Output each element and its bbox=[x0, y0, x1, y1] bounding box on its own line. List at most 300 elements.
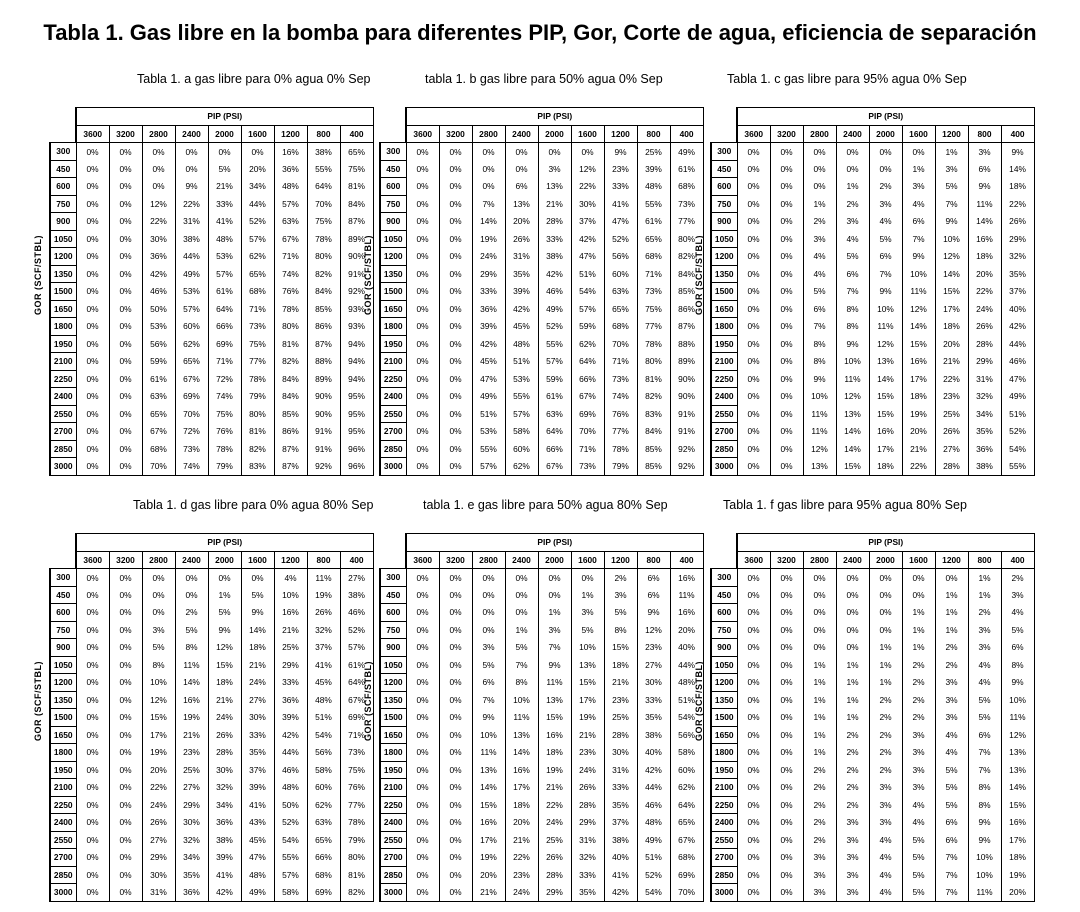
gas-percent-cell: 1% bbox=[935, 586, 968, 604]
gas-percent-cell: 3% bbox=[902, 744, 935, 762]
gas-percent-cell: 0% bbox=[770, 639, 803, 657]
gor-value-cell: 1050 bbox=[50, 230, 76, 248]
gas-percent-cell: 9% bbox=[935, 213, 968, 231]
gas-percent-cell: 21% bbox=[604, 674, 637, 692]
gas-percent-cell: 2% bbox=[836, 761, 869, 779]
gas-percent-cell: 47% bbox=[472, 370, 505, 388]
gas-percent-cell: 19% bbox=[538, 761, 571, 779]
gas-percent-cell: 0% bbox=[770, 849, 803, 867]
gas-percent-cell: 33% bbox=[538, 230, 571, 248]
table-row bbox=[380, 779, 703, 797]
pip-value-header: 2800 bbox=[472, 551, 505, 569]
gas-percent-cell: 0% bbox=[538, 586, 571, 604]
gor-value-cell: 1050 bbox=[50, 656, 76, 674]
gas-percent-cell: 3% bbox=[902, 779, 935, 797]
gas-percent-cell: 5% bbox=[968, 691, 1001, 709]
gas-percent-cell: 1% bbox=[836, 674, 869, 692]
pip-values-row bbox=[50, 551, 373, 569]
gas-percent-cell: 48% bbox=[307, 691, 340, 709]
gas-percent-cell: 21% bbox=[208, 178, 241, 196]
table-row bbox=[380, 300, 703, 318]
gas-percent-cell: 63% bbox=[142, 388, 175, 406]
gas-percent-cell: 50% bbox=[274, 796, 307, 814]
gas-percent-cell: 23% bbox=[175, 744, 208, 762]
table-row bbox=[50, 458, 373, 476]
gas-percent-cell: 36% bbox=[175, 884, 208, 902]
gor-value-cell: 1800 bbox=[50, 744, 76, 762]
gas-percent-cell: 12% bbox=[803, 440, 836, 458]
table-row bbox=[711, 621, 1034, 639]
gas-percent-cell: 42% bbox=[538, 265, 571, 283]
gas-percent-cell: 1% bbox=[935, 621, 968, 639]
gas-percent-cell: 59% bbox=[142, 353, 175, 371]
gas-percent-cell: 11% bbox=[902, 283, 935, 301]
gas-percent-cell: 0% bbox=[76, 884, 109, 902]
gas-percent-cell: 0% bbox=[439, 726, 472, 744]
gas-percent-cell: 66% bbox=[538, 440, 571, 458]
gas-percent-cell: 0% bbox=[737, 656, 770, 674]
table-row bbox=[711, 569, 1034, 587]
gas-percent-cell: 0% bbox=[737, 621, 770, 639]
table-row bbox=[711, 814, 1034, 832]
gas-percent-cell: 42% bbox=[571, 230, 604, 248]
gas-percent-cell: 0% bbox=[109, 656, 142, 674]
gas-percent-cell: 22% bbox=[142, 779, 175, 797]
gor-value-cell: 300 bbox=[50, 569, 76, 587]
gas-percent-cell: 95% bbox=[340, 405, 373, 423]
gas-percent-cell: 8% bbox=[175, 639, 208, 657]
pip-value-header: 1200 bbox=[274, 125, 307, 143]
gas-percent-cell: 0% bbox=[109, 849, 142, 867]
gas-percent-cell: 0% bbox=[109, 353, 142, 371]
gas-percent-cell: 57% bbox=[208, 265, 241, 283]
gas-percent-cell: 25% bbox=[604, 709, 637, 727]
gas-percent-cell: 87% bbox=[274, 440, 307, 458]
gas-percent-cell: 0% bbox=[737, 744, 770, 762]
gas-percent-cell: 0% bbox=[439, 691, 472, 709]
gas-percent-cell: 26% bbox=[538, 849, 571, 867]
gas-percent-cell: 21% bbox=[571, 726, 604, 744]
gas-percent-cell: 20% bbox=[505, 213, 538, 231]
table-row bbox=[50, 388, 373, 406]
gas-percent-cell: 40% bbox=[604, 849, 637, 867]
gas-percent-cell: 74% bbox=[175, 458, 208, 476]
gor-value-cell: 3000 bbox=[711, 884, 737, 902]
pip-header: PIP (PSI) bbox=[76, 108, 373, 126]
gas-percent-cell: 0% bbox=[737, 674, 770, 692]
gas-percent-cell: 29% bbox=[968, 353, 1001, 371]
gas-percent-cell: 0% bbox=[439, 265, 472, 283]
gas-percent-cell: 21% bbox=[935, 353, 968, 371]
table-row bbox=[711, 831, 1034, 849]
gas-percent-cell: 7% bbox=[935, 884, 968, 902]
gas-percent-cell: 16% bbox=[175, 691, 208, 709]
gas-percent-cell: 65% bbox=[241, 265, 274, 283]
gas-percent-cell: 25% bbox=[935, 405, 968, 423]
gas-percent-cell: 0% bbox=[472, 569, 505, 587]
gas-percent-cell: 0% bbox=[109, 370, 142, 388]
gas-percent-cell: 32% bbox=[307, 621, 340, 639]
pip-value-header: 1600 bbox=[571, 551, 604, 569]
gas-percent-cell: 59% bbox=[571, 318, 604, 336]
gas-percent-cell: 0% bbox=[109, 195, 142, 213]
gor-axis-label bbox=[688, 107, 710, 443]
gas-percent-cell: 4% bbox=[803, 265, 836, 283]
gas-percent-cell: 42% bbox=[1001, 318, 1034, 336]
gas-percent-cell: 15% bbox=[538, 709, 571, 727]
gas-percent-cell: 0% bbox=[770, 569, 803, 587]
gas-percent-cell: 28% bbox=[604, 726, 637, 744]
gas-percent-cell: 42% bbox=[142, 265, 175, 283]
gas-percent-cell: 0% bbox=[836, 586, 869, 604]
pip-value-header: 1600 bbox=[902, 551, 935, 569]
gas-percent-cell: 5% bbox=[968, 709, 1001, 727]
gas-percent-cell: 5% bbox=[175, 621, 208, 639]
table-row bbox=[50, 726, 373, 744]
corner-cell bbox=[50, 125, 76, 143]
gas-percent-cell: 2% bbox=[869, 178, 902, 196]
gas-percent-cell: 49% bbox=[472, 388, 505, 406]
gas-percent-cell: 12% bbox=[1001, 726, 1034, 744]
table-row bbox=[50, 265, 373, 283]
gas-percent-cell: 0% bbox=[770, 440, 803, 458]
gas-percent-cell: 49% bbox=[538, 300, 571, 318]
gas-percent-cell: 10% bbox=[836, 353, 869, 371]
gas-percent-cell: 8% bbox=[1001, 656, 1034, 674]
gas-percent-cell: 0% bbox=[737, 831, 770, 849]
gas-percent-cell: 24% bbox=[571, 761, 604, 779]
gas-percent-cell: 16% bbox=[902, 353, 935, 371]
gas-percent-cell: 2% bbox=[935, 656, 968, 674]
gas-percent-cell: 26% bbox=[968, 318, 1001, 336]
gas-percent-cell: 22% bbox=[505, 849, 538, 867]
gas-percent-cell: 96% bbox=[340, 440, 373, 458]
pip-value-header: 3600 bbox=[76, 551, 109, 569]
gas-percent-cell: 7% bbox=[935, 866, 968, 884]
gas-percent-cell: 14% bbox=[836, 423, 869, 441]
gas-percent-cell: 11% bbox=[869, 318, 902, 336]
gas-percent-cell: 2% bbox=[869, 726, 902, 744]
gas-percent-cell: 51% bbox=[637, 849, 670, 867]
gas-percent-cell: 18% bbox=[505, 796, 538, 814]
gas-percent-cell: 3% bbox=[472, 639, 505, 657]
gas-percent-cell: 19% bbox=[472, 230, 505, 248]
table-row bbox=[711, 691, 1034, 709]
gas-percent-cell: 21% bbox=[505, 831, 538, 849]
gas-percent-cell: 82% bbox=[307, 265, 340, 283]
gor-value-cell: 2400 bbox=[711, 814, 737, 832]
gas-percent-cell: 0% bbox=[406, 458, 439, 476]
gas-percent-cell: 3% bbox=[935, 160, 968, 178]
gas-percent-cell: 11% bbox=[836, 370, 869, 388]
gas-percent-cell: 52% bbox=[274, 814, 307, 832]
gas-percent-cell: 36% bbox=[968, 440, 1001, 458]
gas-percent-cell: 0% bbox=[803, 604, 836, 622]
gas-percent-cell: 28% bbox=[935, 458, 968, 476]
gas-percent-cell: 47% bbox=[571, 248, 604, 266]
gas-percent-cell: 0% bbox=[406, 674, 439, 692]
gas-percent-cell: 54% bbox=[571, 283, 604, 301]
gas-percent-cell: 0% bbox=[406, 353, 439, 371]
table-row bbox=[380, 318, 703, 336]
corner-cell bbox=[50, 108, 76, 126]
gas-percent-cell: 0% bbox=[538, 143, 571, 161]
gor-value-cell: 2550 bbox=[380, 405, 406, 423]
gas-percent-cell: 63% bbox=[538, 405, 571, 423]
gor-value-cell: 2250 bbox=[380, 370, 406, 388]
pip-value-header: 2800 bbox=[472, 125, 505, 143]
gas-percent-cell: 0% bbox=[803, 143, 836, 161]
gas-percent-cell: 57% bbox=[538, 353, 571, 371]
gas-percent-cell: 6% bbox=[935, 831, 968, 849]
gas-percent-cell: 62% bbox=[670, 779, 703, 797]
gas-percent-cell: 1% bbox=[803, 726, 836, 744]
gas-percent-cell: 7% bbox=[902, 230, 935, 248]
gas-percent-cell: 16% bbox=[274, 143, 307, 161]
gas-percent-cell: 0% bbox=[902, 569, 935, 587]
gor-value-cell: 900 bbox=[711, 213, 737, 231]
gas-percent-cell: 8% bbox=[803, 335, 836, 353]
gas-percent-cell: 27% bbox=[241, 691, 274, 709]
gas-percent-cell: 3% bbox=[803, 866, 836, 884]
gas-percent-cell: 36% bbox=[274, 160, 307, 178]
gas-percent-cell: 1% bbox=[505, 621, 538, 639]
table-row bbox=[50, 300, 373, 318]
gas-percent-cell: 0% bbox=[109, 866, 142, 884]
gas-percent-cell: 0% bbox=[770, 884, 803, 902]
gas-percent-cell: 91% bbox=[670, 405, 703, 423]
gas-percent-cell: 7% bbox=[869, 265, 902, 283]
gas-percent-cell: 0% bbox=[175, 586, 208, 604]
gor-value-cell: 1050 bbox=[380, 656, 406, 674]
gas-percent-cell: 77% bbox=[241, 353, 274, 371]
gas-percent-cell: 10% bbox=[1001, 691, 1034, 709]
gas-percent-cell: 3% bbox=[836, 866, 869, 884]
gas-percent-cell: 0% bbox=[803, 639, 836, 657]
gas-percent-cell: 5% bbox=[241, 586, 274, 604]
gas-percent-cell: 0% bbox=[109, 265, 142, 283]
gas-percent-cell: 11% bbox=[803, 423, 836, 441]
gas-percent-cell: 0% bbox=[439, 779, 472, 797]
table-row bbox=[380, 458, 703, 476]
gas-percent-cell: 25% bbox=[637, 143, 670, 161]
gas-table bbox=[49, 533, 374, 902]
gor-value-cell: 1800 bbox=[380, 318, 406, 336]
gas-percent-cell: 42% bbox=[472, 335, 505, 353]
gor-value-cell: 450 bbox=[711, 586, 737, 604]
gor-value-cell: 900 bbox=[711, 639, 737, 657]
table-row bbox=[711, 726, 1034, 744]
table-row bbox=[380, 866, 703, 884]
gas-percent-cell: 0% bbox=[406, 779, 439, 797]
table-row bbox=[380, 761, 703, 779]
pip-value-header: 3600 bbox=[406, 551, 439, 569]
gas-percent-cell: 26% bbox=[208, 726, 241, 744]
gor-value-cell: 2100 bbox=[380, 779, 406, 797]
gas-percent-cell: 16% bbox=[670, 604, 703, 622]
table-row bbox=[50, 796, 373, 814]
gas-percent-cell: 0% bbox=[142, 604, 175, 622]
table-row bbox=[380, 639, 703, 657]
gor-value-cell: 450 bbox=[50, 586, 76, 604]
gas-percent-cell: 94% bbox=[340, 370, 373, 388]
gas-percent-cell: 2% bbox=[836, 726, 869, 744]
gas-percent-cell: 49% bbox=[175, 265, 208, 283]
pip-value-header: 800 bbox=[307, 551, 340, 569]
gas-percent-cell: 41% bbox=[208, 866, 241, 884]
gas-percent-cell: 8% bbox=[836, 318, 869, 336]
gas-percent-cell: 0% bbox=[76, 318, 109, 336]
gas-percent-cell: 10% bbox=[968, 866, 1001, 884]
gas-percent-cell: 5% bbox=[869, 230, 902, 248]
gas-percent-cell: 0% bbox=[770, 160, 803, 178]
gas-percent-cell: 18% bbox=[604, 656, 637, 674]
pip-value-header: 400 bbox=[340, 125, 373, 143]
gas-percent-cell: 2% bbox=[836, 744, 869, 762]
gas-percent-cell: 90% bbox=[340, 248, 373, 266]
pip-value-header: 1600 bbox=[241, 125, 274, 143]
gas-percent-cell: 0% bbox=[406, 405, 439, 423]
gas-percent-cell: 1% bbox=[902, 604, 935, 622]
table-row bbox=[711, 674, 1034, 692]
gas-percent-cell: 3% bbox=[836, 849, 869, 867]
gor-value-cell: 2250 bbox=[50, 796, 76, 814]
gas-percent-cell: 4% bbox=[902, 195, 935, 213]
gas-percent-cell: 0% bbox=[76, 796, 109, 814]
gas-percent-cell: 30% bbox=[142, 230, 175, 248]
gas-percent-cell: 0% bbox=[76, 388, 109, 406]
gas-percent-cell: 0% bbox=[109, 726, 142, 744]
gas-percent-cell: 29% bbox=[274, 656, 307, 674]
gas-percent-cell: 6% bbox=[836, 265, 869, 283]
gas-percent-cell: 17% bbox=[869, 440, 902, 458]
table-row bbox=[380, 691, 703, 709]
gas-percent-cell: 0% bbox=[241, 569, 274, 587]
gas-percent-cell: 42% bbox=[604, 884, 637, 902]
table-row bbox=[711, 335, 1034, 353]
pip-value-header: 3200 bbox=[109, 125, 142, 143]
gas-percent-cell: 4% bbox=[869, 849, 902, 867]
pip-values-row bbox=[711, 551, 1034, 569]
gas-percent-cell: 19% bbox=[571, 709, 604, 727]
gas-percent-cell: 0% bbox=[406, 621, 439, 639]
gas-percent-cell: 2% bbox=[803, 779, 836, 797]
gas-percent-cell: 60% bbox=[670, 761, 703, 779]
gas-percent-cell: 45% bbox=[241, 831, 274, 849]
gas-percent-cell: 9% bbox=[803, 370, 836, 388]
gas-percent-cell: 71% bbox=[571, 440, 604, 458]
gor-value-cell: 1350 bbox=[50, 265, 76, 283]
gas-percent-cell: 3% bbox=[1001, 586, 1034, 604]
gor-value-cell: 2850 bbox=[711, 440, 737, 458]
gas-percent-cell: 60% bbox=[505, 440, 538, 458]
gor-value-cell: 600 bbox=[50, 178, 76, 196]
gas-percent-cell: 52% bbox=[340, 621, 373, 639]
gas-percent-cell: 5% bbox=[902, 884, 935, 902]
gas-percent-cell: 7% bbox=[935, 849, 968, 867]
table-row bbox=[711, 353, 1034, 371]
gas-percent-cell: 52% bbox=[241, 213, 274, 231]
gas-percent-cell: 14% bbox=[472, 779, 505, 797]
gas-percent-cell: 23% bbox=[604, 160, 637, 178]
gas-percent-cell: 0% bbox=[109, 335, 142, 353]
gas-percent-cell: 31% bbox=[505, 248, 538, 266]
gas-percent-cell: 84% bbox=[274, 370, 307, 388]
gas-percent-cell: 78% bbox=[274, 300, 307, 318]
gas-percent-cell: 0% bbox=[935, 569, 968, 587]
pip-value-header: 2400 bbox=[505, 125, 538, 143]
gas-percent-cell: 0% bbox=[770, 674, 803, 692]
gas-percent-cell: 11% bbox=[538, 674, 571, 692]
gas-percent-cell: 7% bbox=[968, 761, 1001, 779]
gas-percent-cell: 35% bbox=[637, 709, 670, 727]
gor-value-cell: 1950 bbox=[380, 335, 406, 353]
table-row bbox=[711, 405, 1034, 423]
gas-percent-cell: 24% bbox=[142, 796, 175, 814]
table-row bbox=[50, 353, 373, 371]
gas-percent-cell: 0% bbox=[76, 779, 109, 797]
gor-value-cell: 1800 bbox=[50, 318, 76, 336]
gor-value-cell: 2400 bbox=[50, 388, 76, 406]
gor-value-cell: 300 bbox=[380, 143, 406, 161]
gas-percent-cell: 1% bbox=[836, 691, 869, 709]
gas-percent-cell: 44% bbox=[670, 656, 703, 674]
gas-percent-cell: 0% bbox=[76, 709, 109, 727]
table-row bbox=[380, 143, 703, 161]
gas-percent-cell: 13% bbox=[538, 178, 571, 196]
gas-percent-cell: 89% bbox=[670, 353, 703, 371]
gor-value-cell: 300 bbox=[711, 569, 737, 587]
panel-table-e bbox=[357, 533, 702, 898]
gor-axis-label bbox=[27, 533, 49, 869]
gor-axis-label bbox=[357, 533, 379, 869]
gas-percent-cell: 7% bbox=[538, 639, 571, 657]
gas-percent-cell: 2% bbox=[836, 796, 869, 814]
gas-percent-cell: 31% bbox=[968, 370, 1001, 388]
gas-percent-cell: 45% bbox=[472, 353, 505, 371]
gas-percent-cell: 73% bbox=[637, 283, 670, 301]
gas-percent-cell: 0% bbox=[439, 423, 472, 441]
gas-percent-cell: 78% bbox=[208, 440, 241, 458]
gas-percent-cell: 39% bbox=[274, 709, 307, 727]
gas-percent-cell: 31% bbox=[142, 884, 175, 902]
gas-percent-cell: 28% bbox=[571, 796, 604, 814]
gas-percent-cell: 0% bbox=[76, 621, 109, 639]
gas-percent-cell: 64% bbox=[538, 423, 571, 441]
table-row bbox=[380, 744, 703, 762]
gas-percent-cell: 0% bbox=[76, 283, 109, 301]
gas-percent-cell: 4% bbox=[968, 656, 1001, 674]
table-row bbox=[380, 353, 703, 371]
gas-percent-cell: 38% bbox=[307, 143, 340, 161]
gas-percent-cell: 14% bbox=[968, 213, 1001, 231]
gas-percent-cell: 0% bbox=[737, 388, 770, 406]
gor-value-cell: 300 bbox=[50, 143, 76, 161]
gas-percent-cell: 29% bbox=[571, 814, 604, 832]
gas-percent-cell: 0% bbox=[406, 213, 439, 231]
gas-percent-cell: 16% bbox=[968, 230, 1001, 248]
gas-percent-cell: 1% bbox=[803, 656, 836, 674]
gas-percent-cell: 0% bbox=[770, 230, 803, 248]
gas-percent-cell: 63% bbox=[274, 213, 307, 231]
gas-percent-cell: 0% bbox=[737, 779, 770, 797]
gas-percent-cell: 20% bbox=[142, 761, 175, 779]
gas-percent-cell: 0% bbox=[472, 178, 505, 196]
gas-percent-cell: 0% bbox=[737, 405, 770, 423]
table-row bbox=[380, 160, 703, 178]
gas-percent-cell: 2% bbox=[869, 761, 902, 779]
gas-percent-cell: 1% bbox=[803, 691, 836, 709]
